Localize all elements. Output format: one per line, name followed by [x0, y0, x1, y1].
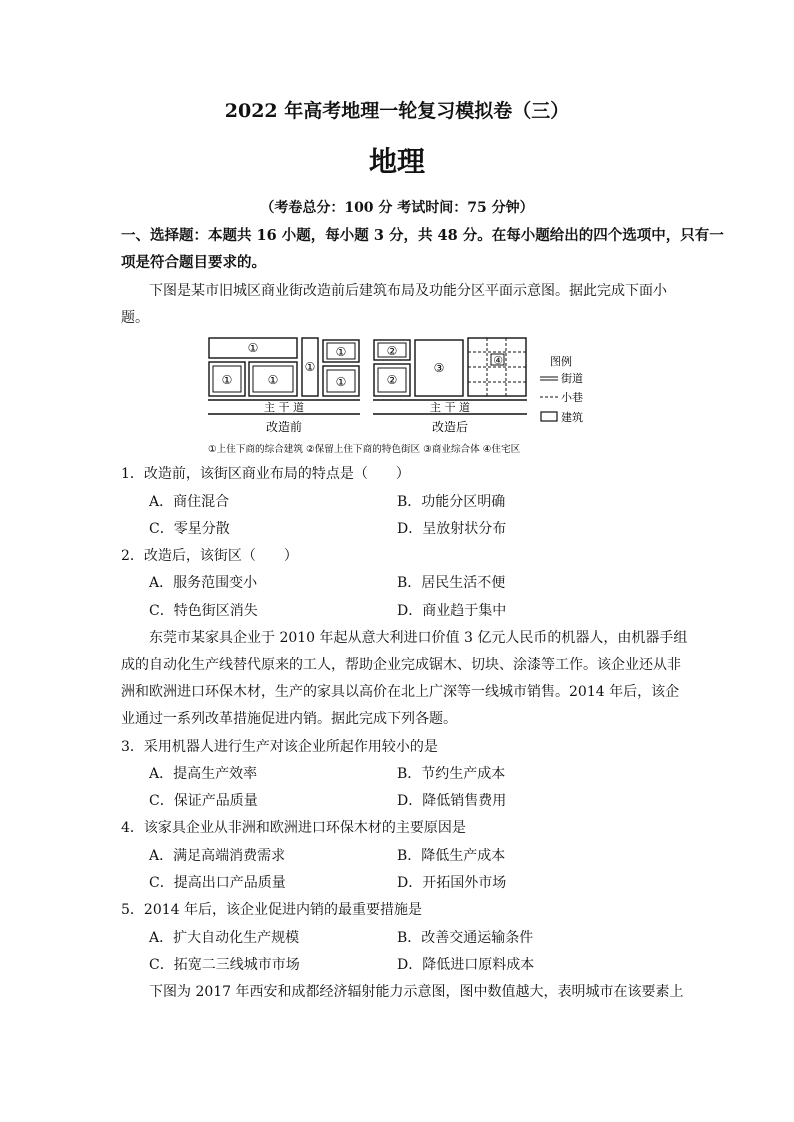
- question-3: 3．采用机器人进行生产对该企业所起作用较小的是: [121, 739, 438, 755]
- label-num2-b: ②: [386, 373, 398, 387]
- q4-option-a[interactable]: A．满足高端消费需求: [149, 848, 286, 864]
- passage1-line2: 题。: [121, 310, 149, 326]
- q3-option-b[interactable]: B．节约生产成本: [397, 766, 506, 782]
- q3-option-d[interactable]: D．降低销售费用: [397, 793, 507, 809]
- street-layout-figure: [200, 334, 620, 462]
- legend-street: 街道: [561, 372, 583, 385]
- caption-before: 改造前: [265, 420, 303, 434]
- subject-heading: 地理: [368, 145, 425, 178]
- exam-title: 2022 年高考地理一轮复习模拟卷（三）: [224, 100, 570, 122]
- q1-option-c[interactable]: C．零星分散: [149, 521, 230, 537]
- q2-option-c[interactable]: C．特色街区消失: [149, 603, 258, 619]
- label-num4: ④: [493, 354, 503, 367]
- question-5: 5．2014 年后，该企业促进内销的最重要措施是: [121, 902, 422, 918]
- q5-option-c[interactable]: C．拓宽二三线城市市场: [149, 957, 300, 973]
- q1-option-d[interactable]: D．呈放射状分布: [397, 521, 507, 537]
- section-heading-line1: 一、选择题：本题共 16 小题，每小题 3 分，共 48 分。在每小题给出的四个选项中，只有一: [121, 227, 724, 244]
- residential-area: [468, 338, 526, 396]
- road-label-before: 主 干 道: [264, 401, 304, 414]
- q2-option-d[interactable]: D．商业趋于集中: [397, 603, 507, 619]
- label-num1-a: ①: [247, 341, 259, 355]
- passage2-line2: 成的自动化生产线替代原来的工人，帮助企业完成锯木、切块、涂漆等工作。该企业还从非: [121, 657, 681, 673]
- road-label-after: 主 干 道: [430, 401, 470, 414]
- question-4: 4．该家具企业从非洲和欧洲进口环保木材的主要原因是: [121, 820, 466, 836]
- q4-option-b[interactable]: B．降低生产成本: [397, 848, 506, 864]
- q5-option-a[interactable]: A．扩大自动化生产规模: [149, 930, 300, 946]
- q2-option-b[interactable]: B．居民生活不便: [397, 575, 506, 591]
- q1-option-b[interactable]: B．功能分区明确: [397, 494, 506, 510]
- q3-option-a[interactable]: A．提高生产效率: [149, 766, 258, 782]
- label-num1-e: ①: [335, 345, 347, 359]
- passage2-line4: 业通过一系列改革措施促进内销。据此完成下列各题。: [121, 711, 457, 727]
- label-num1-b: ①: [221, 373, 233, 387]
- legend-lane: 小巷: [561, 391, 583, 404]
- passage2-line1: 东莞市某家具企业于 2010 年起从意大利进口价值 3 亿元人民币的机器人，由机器手组: [149, 630, 688, 646]
- q3-option-c[interactable]: C．保证产品质量: [149, 793, 258, 809]
- q1-option-a[interactable]: A．商住混合: [149, 494, 230, 510]
- section-heading-line2: 项是符合题目要求的。: [121, 254, 266, 271]
- question-2: 2．改造后，该街区（ ）: [121, 548, 298, 564]
- legend-building: 建筑: [561, 411, 583, 424]
- passage1-line1: 下图是某市旧城区商业街改造前后建筑布局及功能分区平面示意图。据此完成下面小: [149, 283, 667, 299]
- q4-option-d[interactable]: D．开拓国外市场: [397, 875, 507, 891]
- q4-option-c[interactable]: C．提高出口产品质量: [149, 875, 286, 891]
- q2-option-a[interactable]: A．服务范围变小: [149, 575, 258, 591]
- caption-after: 改造后: [431, 420, 469, 434]
- q5-option-b[interactable]: B．改善交通运输条件: [397, 930, 534, 946]
- figure-key: ①上住下商的综合建筑 ②保留上住下商的特色街区 ③商业综合体 ④住宅区: [208, 444, 521, 455]
- label-num1-f: ①: [335, 375, 347, 389]
- passage3-line1: 下图为 2017 年西安和成都经济辐射能力示意图，图中数值越大，表明城市在该要素上: [149, 984, 684, 1000]
- q5-option-d[interactable]: D．降低进口原料成本: [397, 957, 535, 973]
- label-num3: ③: [433, 361, 445, 375]
- label-num1-d: ①: [304, 360, 316, 374]
- passage2-line3: 洲和欧洲进口环保木材，生产的家具以高价在北上广深等一线城市销售。2014 年后，该企: [121, 684, 680, 700]
- question-1: 1．改造前，该街区商业布局的特点是（ ）: [121, 466, 410, 482]
- exam-info: （考卷总分：100 分 考试时间：75 分钟）: [260, 200, 534, 216]
- legend-title: 图例: [550, 355, 572, 368]
- label-num1-c: ①: [267, 373, 279, 387]
- label-num2-a: ②: [386, 344, 398, 358]
